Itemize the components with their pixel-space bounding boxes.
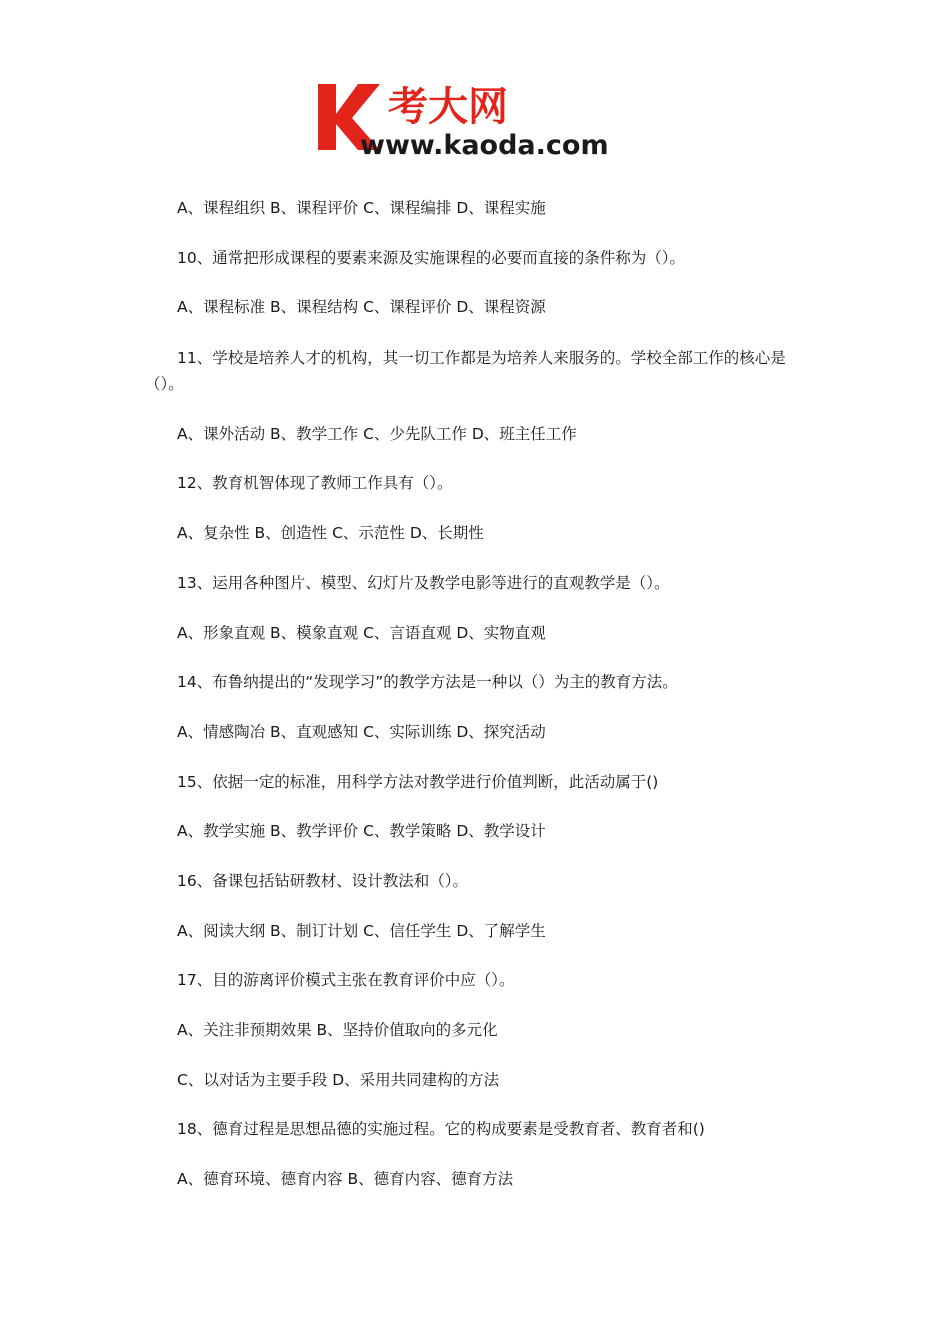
- logo-brand-text: 考大网: [388, 84, 508, 130]
- kaoda-logo: [318, 80, 640, 160]
- question-text: 14、布鲁纳提出的“发现学习”的教学方法是一种以（）为主的教育方法。: [177, 673, 678, 692]
- question-text: 17、目的游离评价模式主张在教育评价中应（）。: [177, 971, 515, 990]
- option-line: C、以对话为主要手段 D、采用共同建构的方法: [177, 1070, 500, 1089]
- option-line: A、德育环境、德育内容 B、德育内容、德育方法: [177, 1170, 514, 1189]
- question-text: 16、备课包括钻研教材、设计教法和（）。: [177, 871, 468, 890]
- question-text: 18、德育过程是思想品德的实施过程。它的构成要素是受教育者、教育者和(): [177, 1120, 705, 1139]
- question-text: 13、运用各种图片、模型、幻灯片及教学电影等进行的直观教学是（）。: [177, 573, 670, 592]
- option-line: A、关注非预期效果 B、坚持价值取向的多元化: [177, 1021, 498, 1039]
- option-line: A、情感陶冶 B、直观感知 C、实际训练 D、探究活动: [177, 722, 546, 741]
- option-line: A、教学实施 B、教学评价 C、教学策略 D、教学设计: [177, 822, 546, 841]
- question-text: 12、教育机智体现了教师工作具有（）。: [177, 474, 453, 493]
- option-line: A、阅读大纲 B、制订计划 C、信任学生 D、了解学生: [177, 921, 546, 940]
- logo-k-mark-icon: [318, 80, 640, 160]
- question-text: 15、依据一定的标准，用科学方法对教学进行价值判断，此活动属于(): [177, 772, 659, 791]
- logo-url-text: www.kaoda.com: [360, 130, 609, 160]
- option-line: A、课程组织 B、课程评价 C、课程编排 D、课程实施: [177, 199, 546, 217]
- document-body: [145, 196, 810, 1217]
- question-text: 10、通常把形成课程的要素来源及实施课程的必要而直接的条件称为（）。: [177, 248, 685, 267]
- option-line: A、课外活动 B、教学工作 C、少先队工作 D、班主任工作: [177, 424, 577, 443]
- option-line: A、课程标准 B、课程结构 C、课程评价 D、课程资源: [177, 298, 546, 317]
- question-text: 11、学校是培养人才的机构，其一切工作都是为培养人来服务的。学校全部工作的核心是（）。: [145, 349, 786, 394]
- option-line: A、复杂性 B、创造性 C、示范性 D、长期性: [177, 524, 484, 543]
- option-line: A、形象直观 B、模象直观 C、言语直观 D、实物直观: [177, 623, 546, 642]
